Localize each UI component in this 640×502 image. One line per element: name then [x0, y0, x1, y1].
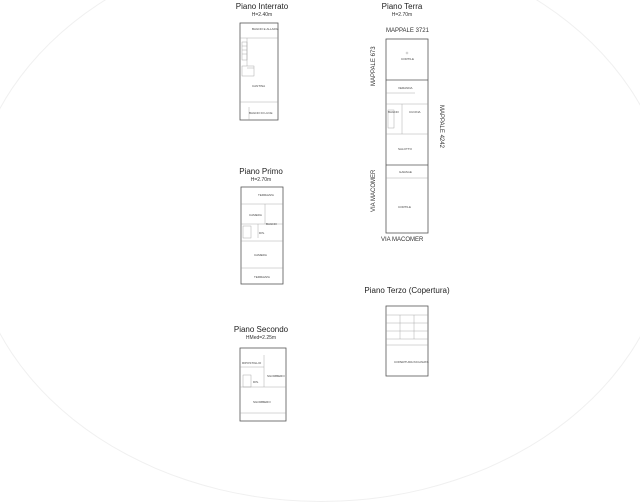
label-mappale-top: MAPPALE 3721	[386, 28, 429, 34]
room-label: VERANDA	[398, 86, 413, 90]
label-via-left: VIA MACOMER	[371, 169, 377, 212]
room-label: CORTILE	[398, 205, 411, 209]
room-label: BAGNO DI LUCE	[249, 111, 273, 115]
floor-height-interrato: H=2.40m	[251, 12, 273, 18]
label-mappale-left: MAPPALE 673	[371, 46, 377, 86]
room-label: DIS.	[253, 380, 259, 384]
room-label: TERRAZZA	[254, 275, 270, 279]
label-via-bottom: VIA MACOMER	[381, 237, 424, 243]
floorplan-terra	[385, 38, 429, 234]
room-label: RIPOSTIGLIO	[242, 361, 262, 365]
room-label: DIS.	[259, 231, 265, 235]
room-label: SGOMBERO	[267, 374, 285, 378]
room-label: CAMERA	[254, 253, 267, 257]
floor-title-primo: Piano Primo	[239, 167, 283, 176]
room-label: BAGNO E ALLARG.	[252, 27, 280, 31]
floor-height-terra: H=2.70m	[391, 12, 413, 18]
room-label: BAGNO	[266, 222, 277, 226]
floor-title-terzo: Piano Terzo (Copertura)	[364, 286, 450, 295]
room-label: SGOMBERO	[253, 400, 271, 404]
room-label: GARAGE	[399, 170, 412, 174]
room-label: CORTILE	[401, 57, 414, 61]
floor-title-secondo: Piano Secondo	[233, 325, 289, 334]
room-label: CANTINA	[252, 84, 266, 88]
floorplan-terzo	[385, 305, 429, 377]
room-label: CAMERA	[249, 213, 262, 217]
label-mappale-right: MAPPALE 4242	[438, 105, 444, 148]
floor-height-secondo: HMed=2.25m	[245, 335, 277, 341]
room-label: TERRAZZA	[258, 193, 274, 197]
floorplan-interrato	[239, 22, 279, 122]
room-label: SALOTTO	[398, 147, 412, 151]
room-label: BAGNO	[388, 110, 399, 114]
floor-title-interrato: Piano Interrato	[235, 2, 289, 11]
floorplan-secondo	[239, 347, 287, 422]
floor-height-primo: H=2.70m	[250, 177, 272, 183]
floorplan-primo	[240, 186, 284, 286]
floor-title-terra: Piano Terra	[381, 2, 423, 11]
room-label: COPERTURA INCLINATA	[394, 360, 429, 364]
room-label: CUCINA	[409, 110, 421, 114]
